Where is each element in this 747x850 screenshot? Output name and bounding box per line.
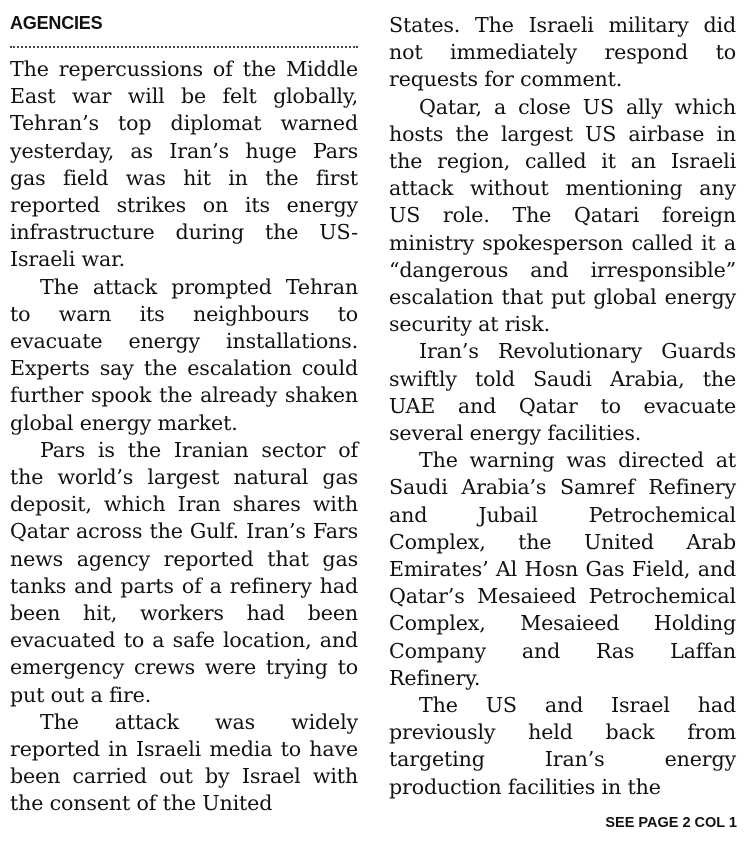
paragraph: Pars is the Iranian sector of the world’s largest natural gas deposit, which Iran shares with Qatar across the Gulf. Iran’s Fars news agency reported that gas tanks and parts of a refinery had been hit, workers had been evacuated to a safe location, and emergency crews were trying to put out a fire. <box>10 437 358 707</box>
paragraph: The attack prompted Tehran to warn its neighbours to evacuate energy installations. Experts say the escalation could further spook the already shaken global energy market. <box>10 274 358 435</box>
byline: AGENCIES <box>10 13 103 33</box>
continued-jump-line: SEE PAGE 2 COL 1 <box>605 815 737 831</box>
article-column-left <box>10 12 358 818</box>
article-column-right <box>389 12 736 801</box>
paragraph: Iran’s Revolutionary Guards swiftly told Saudi Arabia, the UAE and Qatar to evacuate several energy facilities. <box>389 339 736 446</box>
paragraph: The attack was widely reported in Israeli media to have been carried out by Israel with the consent of the United <box>10 709 358 816</box>
paragraph-continued: States. The Israeli military did not immediately respond to requests for comment. <box>389 13 736 92</box>
byline-divider <box>10 46 358 48</box>
paragraph: Qatar, a close US ally which hosts the largest US airbase in the region, called it an Israeli attack without mentioning any US role. The Qatari foreign ministry spokesperson called it a “dangerous and irresponsible” escalation that put global energy security at risk. <box>389 94 736 337</box>
paragraph-lead: The repercussions of the Middle East war will be felt globally, Tehran’s top diplomat warned yesterday, as Iran’s huge Pars gas field was hit in the first reported strikes on its energy infrastructure during the US-Israeli war. <box>10 57 358 272</box>
paragraph: The warning was directed at Saudi Arabia’s Samref Refinery and Jubail Petrochemical Complex, the United Arab Emirates’ Al Hosn Gas Field, and Qatar’s Mesaieed Petrochemical Complex, Mesaieed Holding Company and Ras Laffan Refinery. <box>389 448 736 690</box>
paragraph: The US and Israel had previously held back from targeting Iran’s energy production facilities in the <box>389 693 736 799</box>
